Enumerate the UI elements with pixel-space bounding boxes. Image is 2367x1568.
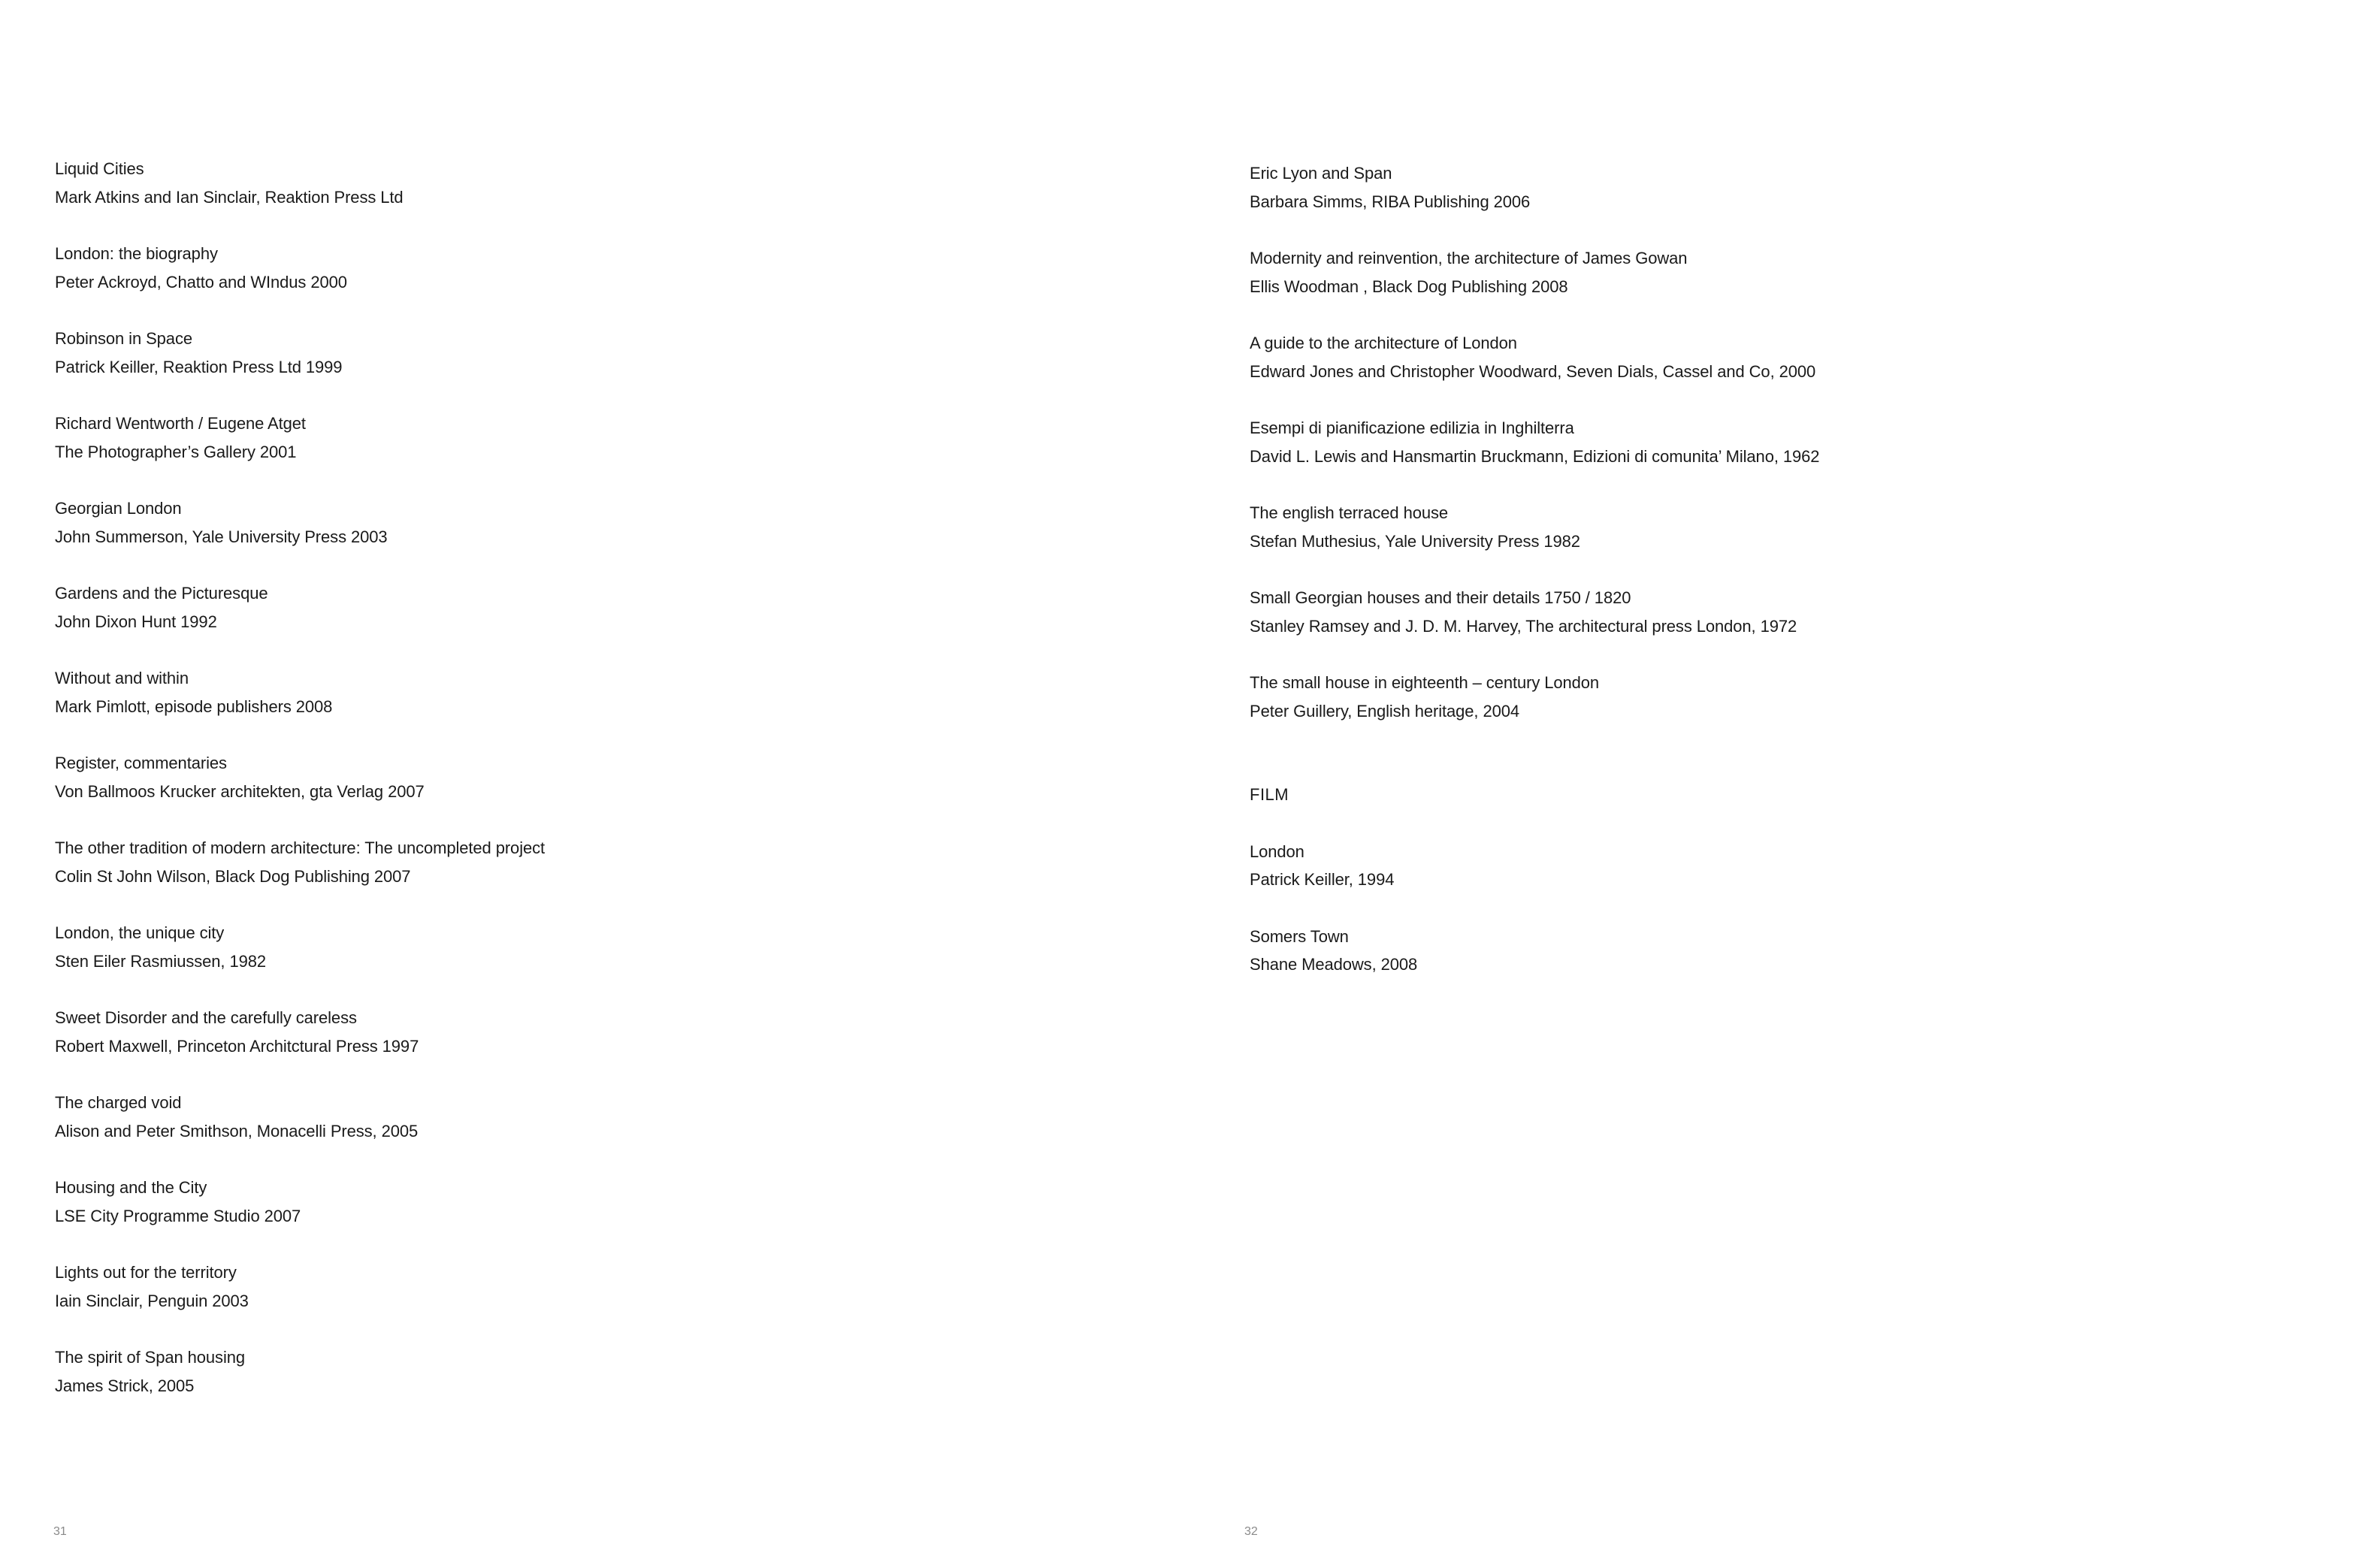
bibliography-entry xyxy=(55,1089,545,1145)
entry-title: Liquid Cities xyxy=(55,159,144,178)
entry-detail: Peter Guillery, English heritage, 2004 xyxy=(1250,701,1519,721)
entry-detail: James Strick, 2005 xyxy=(55,1376,195,1395)
entry-detail: Patrick Keiller, Reaktion Press Ltd 1999 xyxy=(55,357,343,376)
bibliography-entry xyxy=(1250,329,1819,385)
bibliography-list-left xyxy=(55,155,545,1428)
entry-detail: Edward Jones and Christopher Woodward, Seven Dials, Cassel and Co, 2000 xyxy=(1250,361,1816,381)
entry-detail: Shane Meadows, 2008 xyxy=(1250,955,1418,974)
bibliography-entry xyxy=(55,155,545,211)
bibliography-entry xyxy=(55,409,545,466)
entry-title: London xyxy=(1250,841,1304,861)
entry-title: Modernity and reinvention, the architecture of James Gowan xyxy=(1250,249,1688,267)
bibliography-entry xyxy=(55,749,545,805)
entry-detail: John Summerson, Yale University Press 2003 xyxy=(55,527,388,546)
entry-title: Eric Lyon and Span xyxy=(1250,164,1392,183)
film-entry xyxy=(1250,838,1819,894)
entry-detail: John Dixon Hunt 1992 xyxy=(55,612,217,631)
film-entry xyxy=(1250,923,1819,979)
entry-detail: Peter Ackroyd, Chatto and WIndus 2000 xyxy=(55,272,347,292)
entry-title: The spirit of Span housing xyxy=(55,1348,245,1367)
bibliography-entry xyxy=(55,1004,545,1060)
entry-detail: Robert Maxwell, Princeton Architctural Press 1997 xyxy=(55,1036,419,1056)
entry-title: Register, commentaries xyxy=(55,754,227,772)
entry-detail: Sten Eiler Rasmiussen, 1982 xyxy=(55,951,267,971)
entry-title: Georgian London xyxy=(55,499,182,518)
entry-detail: Iain Sinclair, Penguin 2003 xyxy=(55,1291,249,1310)
entry-detail: Colin St John Wilson, Black Dog Publishing 2007 xyxy=(55,866,411,886)
entry-title: Somers Town xyxy=(1250,926,1349,946)
entry-title: The other tradition of modern architecture: The uncompleted project xyxy=(55,838,546,857)
bibliography-entry xyxy=(1250,584,1819,640)
entry-title: Robinson in Space xyxy=(55,329,192,348)
page-number: 31 xyxy=(53,1525,67,1538)
entry-title: Richard Wentworth / Eugene Atget xyxy=(55,414,306,433)
entry-detail: David L. Lewis and Hansmartin Bruckmann, Edizioni di comunita’ Milano, 1962 xyxy=(1250,446,1820,466)
bibliography-list-right xyxy=(1250,159,1819,1008)
entry-title: Small Georgian houses and their details 1750 / 1820 xyxy=(1250,588,1631,607)
entry-title: London, the unique city xyxy=(55,923,225,942)
entry-title: Housing and the City xyxy=(55,1178,207,1197)
entry-detail: Patrick Keiller, 1994 xyxy=(1250,870,1395,889)
film-heading: FILM xyxy=(1250,785,1289,804)
bibliography-entry xyxy=(55,240,545,296)
entry-detail: Stanley Ramsey and J. D. M. Harvey, The architectural press London, 1972 xyxy=(1250,616,1797,636)
entry-title: The small house in eighteenth – century London xyxy=(1250,673,1600,692)
entry-detail: LSE City Programme Studio 2007 xyxy=(55,1206,301,1225)
bibliography-entry xyxy=(55,579,545,636)
entry-title: The charged void xyxy=(55,1093,182,1112)
bibliography-entry xyxy=(55,919,545,975)
bibliography-entry xyxy=(55,664,545,721)
entry-title: Without and within xyxy=(55,669,189,687)
entry-detail: Ellis Woodman , Black Dog Publishing 2008 xyxy=(1250,276,1568,296)
bibliography-entry xyxy=(55,1343,545,1400)
entry-title: Esempi di pianificazione edilizia in Inghilterra xyxy=(1250,418,1574,437)
entry-title: The english terraced house xyxy=(1250,503,1449,522)
entry-detail: The Photographer’s Gallery 2001 xyxy=(55,442,297,461)
bibliography-entry xyxy=(55,1258,545,1315)
entry-title: Sweet Disorder and the carefully careless xyxy=(55,1008,357,1027)
bibliography-entry xyxy=(1250,669,1819,725)
page-number: 32 xyxy=(1244,1525,1258,1538)
bibliography-entry xyxy=(55,494,545,551)
entry-title: London: the biography xyxy=(55,244,218,263)
entry-title: Gardens and the Picturesque xyxy=(55,584,268,603)
bibliography-entry xyxy=(1250,414,1819,470)
bibliography-entry xyxy=(1250,244,1819,301)
entry-detail: Stefan Muthesius, Yale University Press 1982 xyxy=(1250,531,1580,551)
entry-title: Lights out for the territory xyxy=(55,1263,237,1282)
entry-detail: Mark Atkins and Ian Sinclair, Reaktion Press Ltd xyxy=(55,187,404,207)
right-page xyxy=(1184,0,2367,1568)
entry-detail: Von Ballmoos Krucker architekten, gta Verlag 2007 xyxy=(55,781,425,801)
entry-title: A guide to the architecture of London xyxy=(1250,334,1517,352)
bibliography-entry xyxy=(55,1174,545,1230)
bibliography-entry xyxy=(55,325,545,381)
bibliography-entry xyxy=(1250,499,1819,555)
entry-detail: Alison and Peter Smithson, Monacelli Press, 2005 xyxy=(55,1121,419,1141)
bibliography-entry xyxy=(1250,159,1819,216)
entry-detail: Mark Pimlott, episode publishers 2008 xyxy=(55,696,333,716)
film-section xyxy=(1250,781,1819,809)
entry-detail: Barbara Simms, RIBA Publishing 2006 xyxy=(1250,192,1531,211)
bibliography-entry xyxy=(55,834,545,890)
